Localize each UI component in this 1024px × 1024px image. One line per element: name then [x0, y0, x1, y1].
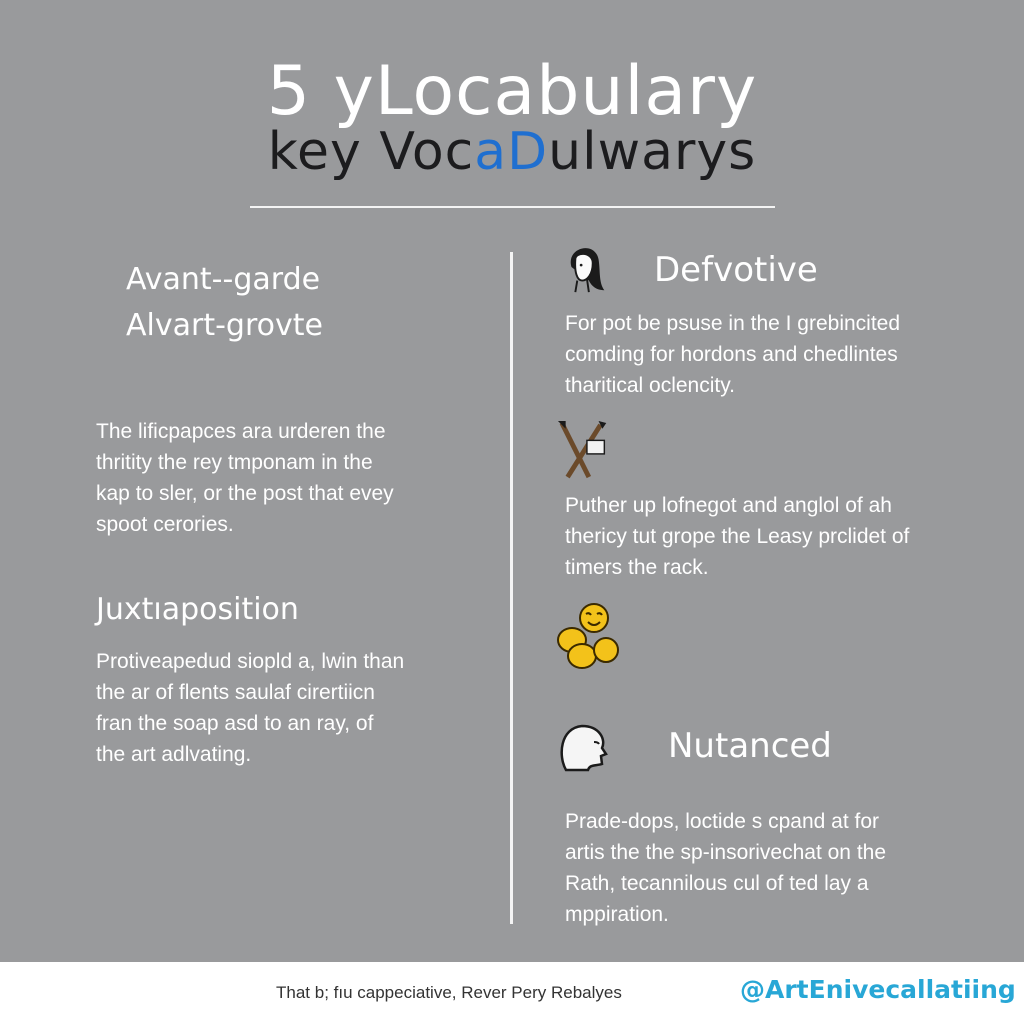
desc-line: thritity the rey tmponam in the [96, 451, 373, 474]
desc-line: kap to sler, or the post that evey [96, 482, 394, 505]
desc-line: artis the the sp-insorivechat on the [565, 841, 887, 864]
page-title: 5 yLocabulary [266, 52, 758, 131]
subtitle-end: ulwarys [548, 122, 757, 182]
paintbrush-tools-icon [556, 418, 614, 484]
woman-portrait-icon [556, 238, 614, 296]
desc-line: The lificpapces ara urderen the [96, 420, 386, 443]
desc-line: the art adlvating. [96, 743, 252, 766]
desc-line: fran the soap asd to an ray, of [96, 712, 374, 735]
desc-line: Protiveapedud siopld a, lwin than [96, 650, 405, 673]
header-divider [250, 206, 775, 208]
term-juxtaposition: Juxtıaposition [96, 592, 299, 627]
term-nutanced: Nutanced [668, 726, 832, 766]
desc-line: comding for hordons and chedlintes [565, 343, 898, 366]
desc-line: timers the rack. [565, 556, 709, 579]
desc-line: Rath, tecannilous cul of ted lay a [565, 872, 869, 895]
defvotive-description [565, 308, 900, 401]
subtitle-accent: aD [474, 122, 549, 182]
nutanced-description [565, 806, 886, 930]
avant-garde-description [96, 416, 394, 540]
desc-line: mppiration. [565, 903, 669, 926]
subtitle-start: key Voc [267, 122, 475, 182]
head-profile-icon [552, 718, 612, 778]
desc-line: the ar of flents saulaf cirertiicn [96, 681, 375, 704]
footer-note: That b; fıu cappeciative, Rever Pery Rebalyes [276, 983, 622, 1002]
desc-line: Puther up lofnegot and anglol of ah [565, 494, 892, 517]
desc-line: thericy tut grope the Leasy prclidet of [565, 525, 910, 548]
desc-line: Prade-dops, loctide s cpand at for [565, 810, 880, 833]
desc-line: tharitical oclencity. [565, 374, 736, 397]
desc-line: spoot cerories. [96, 513, 234, 536]
social-handle-link[interactable]: @ArtEnivecallatiing [740, 975, 1016, 1004]
page-subtitle [0, 122, 1024, 182]
term-avant-garde: Avant--garde [126, 262, 321, 297]
term-defvotive: Defvotive [654, 250, 818, 290]
juxtaposition-description [96, 646, 404, 770]
term-avant-garde-alt: Alvart-grovte [126, 308, 323, 343]
column-divider [510, 252, 513, 924]
tools-description [565, 490, 909, 583]
yellow-figure-icon [552, 600, 624, 672]
desc-line: For pot be psuse in the I grebincited [565, 312, 901, 335]
